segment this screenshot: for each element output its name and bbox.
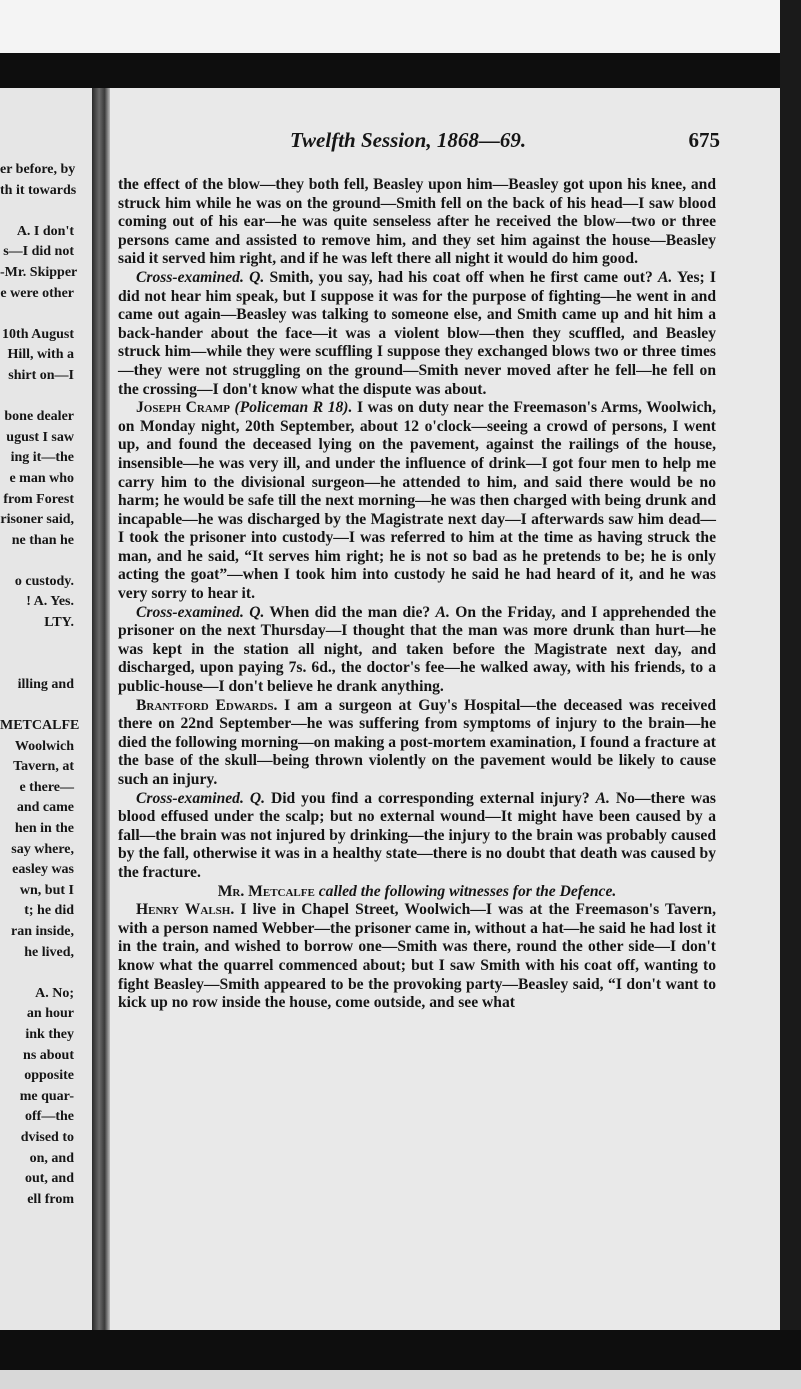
left-page-line: wn, but I xyxy=(19,882,74,898)
left-page-line xyxy=(0,654,74,675)
answer-marker: A. xyxy=(435,603,450,621)
left-page-text xyxy=(0,160,80,1210)
left-page-line: ugust I saw xyxy=(6,429,74,445)
left-page-line: o custody. xyxy=(14,573,74,589)
defence-heading-text: called the following witnesses for the Defence. xyxy=(318,882,617,900)
left-page-line xyxy=(0,963,74,984)
left-page-line: ink they xyxy=(25,1026,74,1042)
right-page xyxy=(110,88,780,1330)
paragraph-cross-examination-2 xyxy=(118,604,716,697)
left-page-line: and came xyxy=(16,800,74,816)
question-marker: Q. xyxy=(249,789,265,807)
left-page-line: 10th August xyxy=(2,326,74,342)
left-page-line: -Mr. Skipper xyxy=(0,264,78,280)
question-marker: Q. xyxy=(249,268,265,286)
left-page-line: on, and xyxy=(29,1150,74,1166)
left-page-line: e there— xyxy=(19,779,74,795)
scan-right-border xyxy=(780,0,801,1389)
left-page-line: METCALFE xyxy=(0,718,80,734)
left-page-line: he lived, xyxy=(24,944,74,960)
left-page-line: Woolwich xyxy=(14,738,74,754)
left-page-line: risoner said, xyxy=(0,512,74,528)
left-page-line: er before, by xyxy=(0,162,76,177)
left-page-line xyxy=(0,634,74,655)
paragraph-continuation: the effect of the blow—they both fell, Beasley upon him—Beasley got upon his knee, and struck him while he was on the ground—Smith fell on the back of his head—I saw blood coming out of his ear—he was quite senseless after he received the blow—two or three persons came and assisted to remove him, and they set him against the house—Beasley said it served him right, and if he was left there all night it would do him good. xyxy=(118,176,716,268)
left-page-line xyxy=(0,201,74,222)
answer-text: Yes; I did not hear him speak, but I suppose it was for the purpose of fighting—he went in and came out again—Beasley was talking to someone else, and Smith came up and hit him a back-hander about the face—it was a violent blow—then they scuffled, and Beasley struck him—while they were scuffling I suppose they exchanged blows two or three times—they were not struggling on the ground—Smith never moved after he fell—he fell on the crossing—I don't know what the dispute was about. xyxy=(118,268,716,398)
cross-examined-label: Cross-examined. xyxy=(136,603,244,621)
testimony-text: I am a surgeon at Guy's Hospital—the deceased was received there on 22nd September—he was suffering from symptoms of injury to the brain—he died the following morning—on making a post-mortem examination, I found a fracture at the base of the skull—being thrown violently on the pavement would be likely to cause such an injury. xyxy=(118,696,717,788)
paragraph-cross-examination-3 xyxy=(118,790,716,883)
witness-name: Brantford Edwards. xyxy=(136,696,278,714)
defence-heading xyxy=(118,883,716,902)
page-number: 675 xyxy=(688,128,720,152)
left-page-line: shirt on—I xyxy=(8,367,74,383)
witness-role: (Policeman R 18). xyxy=(234,399,353,417)
witness-name: Joseph Cramp xyxy=(136,399,230,417)
testimony-text: I live in Chapel Street, Woolwich—I was at the Freemason's Tavern, with a person named Webber—the prisoner came in, without a hat—he said he had lost it in the train, and wished to borrow one—Smith was there, round the other side—I don't know what the quarrel commenced about; but I saw Smith with his coat off, wanting to fight Beasley—Smith appeared to be the provoking party—Beasley said, “I don't want to kick up no row inside the house, come outside, and see what xyxy=(118,901,716,1012)
page-header xyxy=(110,128,720,152)
counsel-name: Mr. Metcalfe xyxy=(217,882,315,900)
body-text xyxy=(118,176,716,1013)
left-page-line: ell from xyxy=(27,1191,74,1207)
left-page-line: s—I did not xyxy=(3,244,74,260)
left-page-line: out, and xyxy=(24,1171,74,1187)
answer-marker: A. xyxy=(658,268,673,286)
testimony-text: I was on duty near the Freemason's Arms, Woolwich, on Monday night, 20th September, about 12 o'clock—seeing a crowd of persons, I went up, and found the deceased lying on the pavement, against the railings of the house, insensible—he was very ill, and under the influence of drink—I got four men to help me carry him to the divisional surgeon—he attended to him, and said there would be no harm; he would be safe till the next morning—he was then charged with being drunk and incapable—he was discharged by the Magistrate next day—I afterwards saw him dead—I took the prisoner into custody—I was referred to him at the time as having struck the man, and he said, “It serves him right; he is not so bad as he pretends to be; he is only acting the goat”—when I took him into custody he said he had heard of it, and he was very sorry to hear it. xyxy=(118,399,716,603)
left-page-line xyxy=(0,695,74,716)
answer-marker: A. xyxy=(595,789,610,807)
answer-text: On the Friday, and I apprehended the prisoner on the next Thursday—I thought that the man was more drunk than hurt—he was kept in the station all night, and taken before the Magistrate next day, and discharged, upon paying 7s. 6d., the doctor's fee—he walked away, with his friends, to a public-house—I don't believe he drank anything. xyxy=(118,603,717,696)
left-page-line: illing and xyxy=(17,676,74,692)
left-page-line: e were other xyxy=(0,285,74,301)
left-page-line: Hill, with a xyxy=(7,347,74,363)
witness-name: Henry Walsh. xyxy=(136,901,235,919)
left-page-line: ne than he xyxy=(11,532,74,548)
left-page-line: th it towards xyxy=(0,182,77,198)
left-page-line xyxy=(0,551,74,572)
book-gutter xyxy=(92,88,110,1330)
paragraph-witness-cramp xyxy=(118,399,716,604)
left-page-line: me quar- xyxy=(19,1088,74,1104)
left-page-line: ! A. Yes. xyxy=(26,594,74,610)
left-page-line: say where, xyxy=(11,841,74,857)
question-text: Smith, you say, had his coat off when he first came out? xyxy=(269,268,653,286)
left-page-line: ran inside, xyxy=(10,923,74,939)
scan-top-margin xyxy=(0,0,801,55)
left-page-line: t; he did xyxy=(24,903,74,919)
paragraph-cross-examination-1 xyxy=(118,269,716,399)
left-page-line: Tavern, at xyxy=(13,759,74,775)
left-page xyxy=(0,88,92,1330)
left-page-line: ns about xyxy=(23,1047,74,1063)
left-page-line: an hour xyxy=(26,1006,74,1022)
left-page-line: opposite xyxy=(24,1068,74,1084)
left-page-line: LTY. xyxy=(44,615,74,631)
left-page-line: from Forest xyxy=(3,491,74,507)
paragraph-witness-edwards xyxy=(118,697,716,790)
running-title: Twelfth Session, 1868—69. xyxy=(290,128,527,152)
scan-bottom-border xyxy=(0,1330,801,1372)
left-page-line: A. No; xyxy=(35,985,74,1001)
left-page-line xyxy=(0,387,74,408)
scan-top-border xyxy=(0,53,801,90)
left-page-line xyxy=(0,304,74,325)
left-page-line: ing it—the xyxy=(10,450,74,466)
left-page-line: easley was xyxy=(12,862,74,878)
question-text: When did the man die? xyxy=(269,603,431,621)
question-text: Did you find a corresponding external injury? xyxy=(270,789,590,807)
left-page-line: hen in the xyxy=(14,821,74,836)
scan-bottom-margin xyxy=(0,1370,801,1389)
paragraph-witness-walsh xyxy=(118,901,716,1013)
left-page-line: off—the xyxy=(25,1109,74,1125)
left-page-line: bone dealer xyxy=(4,409,74,425)
left-page-line: e man who xyxy=(9,470,74,486)
cross-examined-label: Cross-examined. xyxy=(136,268,244,286)
left-page-line: A. I don't xyxy=(16,223,74,239)
question-marker: Q. xyxy=(249,603,265,621)
left-page-line: dvised to xyxy=(20,1129,74,1145)
answer-text: No—there was blood effused under the scalp; but no external wound—It might have been caused by a fall—the brain was not injured by drinking—the injury to the brain was probably caused by the fall, otherwise it was in a healthy state—there is no doubt that death was caused by the fracture. xyxy=(118,789,716,881)
cross-examined-label: Cross-examined. xyxy=(136,789,244,807)
